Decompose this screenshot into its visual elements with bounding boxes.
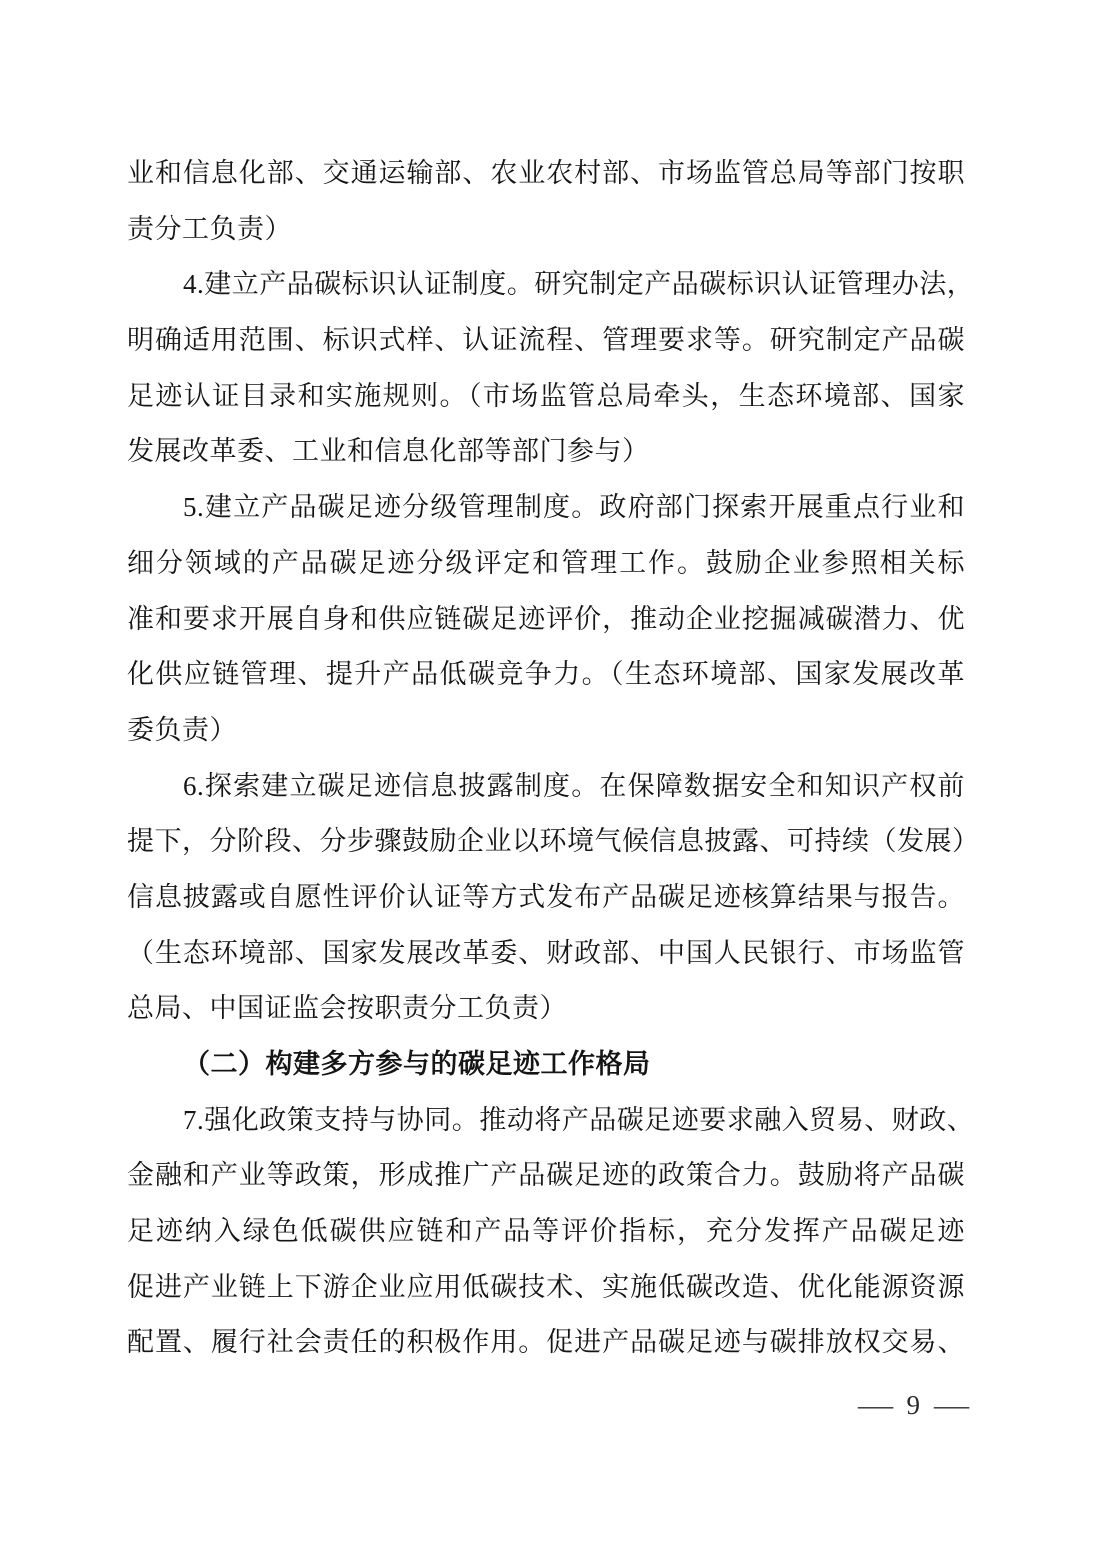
text-line: 化供应链管理、提升产品低碳竞争力。（生态环境部、国家发展改革 (127, 659, 965, 690)
footer-right-dash: — (933, 1390, 970, 1420)
text-line: 发展改革委、工业和信息化部等部门参与） (127, 436, 650, 467)
text-line: 总局、中国证监会按职责分工负责） (127, 993, 567, 1024)
text-line: 金融和产业等政策，形成推广产品碳足迹的政策合力。鼓励将产品碳 (127, 1160, 965, 1191)
section-heading: （二）构建多方参与的碳足迹工作格局 (183, 1049, 651, 1079)
text-line: （生态环境部、国家发展改革委、财政部、中国人民银行、市场监管 (127, 937, 965, 968)
page-number: 9 (906, 1390, 920, 1420)
text-line: 信息披露或自愿性评价认证等方式发布产品碳足迹核算结果与报告。 (127, 881, 965, 912)
footer-left-dash: — (857, 1390, 893, 1420)
page-number-footer (127, 1390, 970, 1421)
document-body (127, 146, 980, 1371)
text-line: 6.探索建立碳足迹信息披露制度。在保障数据安全和知识产权前 (183, 770, 965, 801)
text-line: 配置、履行社会责任的积极作用。促进产品碳足迹与碳排放权交易、 (127, 1327, 965, 1358)
text-line: 足迹纳入绿色低碳供应链和产品等评价指标，充分发挥产品碳足迹 (127, 1216, 965, 1247)
text-line: 4.建立产品碳标识认证制度。研究制定产品碳标识认证管理办法， (183, 269, 975, 300)
text-line: 7.强化政策支持与协同。推动将产品碳足迹要求融入贸易、财政、 (183, 1104, 975, 1135)
text-line: 足迹认证目录和实施规则。（市场监管总局牵头，生态环境部、国家 (127, 380, 965, 411)
text-line: 提下，分阶段、分步骤鼓励企业以环境气候信息披露、可持续（发展） (127, 826, 980, 857)
text-line: 5.建立产品碳足迹分级管理制度。政府部门探索开展重点行业和 (183, 492, 965, 523)
text-line: 明确适用范围、标识式样、认证流程、管理要求等。研究制定产品碳 (127, 325, 965, 356)
text-line: 委负责） (127, 714, 237, 745)
text-line: 业和信息化部、交通运输部、农业农村部、市场监管总局等部门按职 (127, 158, 965, 188)
text-line: 促进产业链上下游企业应用低碳技术、实施低碳改造、优化能源资源 (127, 1271, 965, 1302)
text-line: 责分工负责） (127, 213, 292, 244)
text-line: 细分领域的产品碳足迹分级评定和管理工作。鼓励企业参照相关标 (127, 547, 965, 578)
text-line: 准和要求开展自身和供应链碳足迹评价，推动企业挖掘减碳潜力、优 (127, 603, 965, 634)
